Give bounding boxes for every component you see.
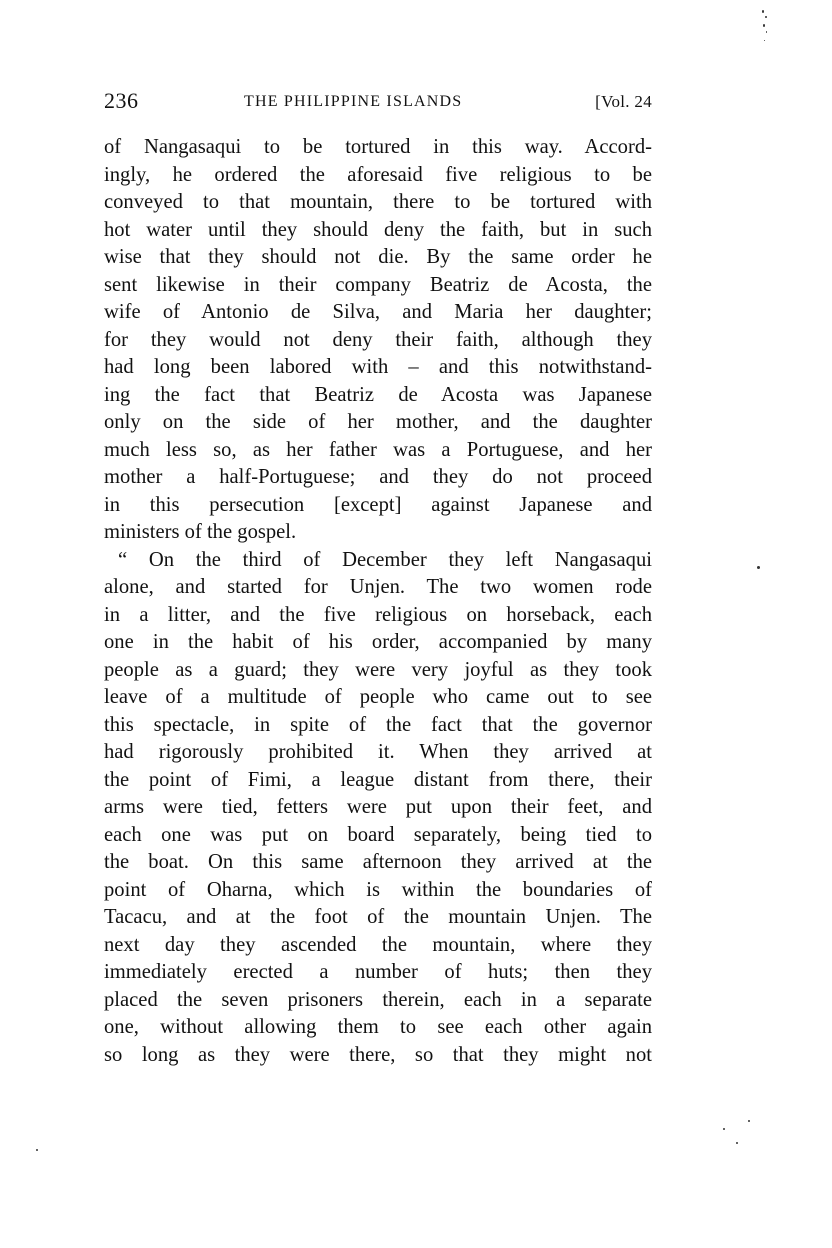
scan-speck bbox=[36, 1149, 38, 1151]
text-line: the boat. On this same afternoon they arrived at the bbox=[104, 851, 652, 873]
scan-speck bbox=[763, 24, 765, 27]
text-line: Tacacu, and at the foot of the mountain Unjen. The bbox=[104, 906, 652, 928]
text-line: of Nangasaqui to be tortured in this way. Accord- bbox=[104, 136, 652, 158]
text-line: wife of Antonio de Silva, and Maria her daughter; bbox=[104, 301, 652, 323]
text-line: people as a guard; they were very joyful as they took bbox=[104, 658, 652, 681]
body-text bbox=[104, 134, 652, 1069]
scan-speck bbox=[757, 566, 760, 569]
text-line: placed the seven prisoners therein, each in a separate bbox=[104, 988, 652, 1011]
text-line: hot water until they should deny the faith, but in such bbox=[104, 218, 652, 241]
text-line: next day they ascended the mountain, where they bbox=[104, 933, 652, 956]
text-line: “ On the third of December they left Nangasaqui bbox=[118, 548, 652, 571]
scan-speck bbox=[762, 10, 764, 13]
text-line: this spectacle, in spite of the fact that the governor bbox=[104, 713, 652, 736]
text-line: one, without allowing them to see each other again bbox=[104, 1016, 652, 1038]
page-header bbox=[104, 88, 652, 118]
volume-label: [Vol. 24 bbox=[595, 92, 652, 111]
text-line: only on the side of her mother, and the daughter bbox=[104, 411, 652, 433]
scan-speck bbox=[736, 1142, 738, 1144]
text-line: so long as they were there, so that they might not bbox=[104, 1043, 652, 1066]
text-line: immediately erected a number of huts; then they bbox=[104, 961, 652, 983]
text-line: had long been labored with – and this notwithstand- bbox=[104, 356, 652, 378]
running-title: THE PHILIPPINE ISLANDS bbox=[244, 93, 463, 110]
scan-speck bbox=[748, 1120, 750, 1122]
text-line: had rigorously prohibited it. When they arrived at bbox=[104, 741, 652, 763]
scan-speck bbox=[723, 1128, 725, 1130]
text-line: ministers of the gospel. bbox=[104, 521, 297, 543]
text-line: point of Oharna, which is within the boundaries of bbox=[104, 878, 652, 901]
text-line: sent likewise in their company Beatriz de Acosta, the bbox=[104, 273, 652, 296]
text-line: arms were tied, fetters were put upon their feet, and bbox=[104, 796, 652, 818]
text-line: one in the habit of his order, accompanied by many bbox=[104, 631, 652, 653]
text-line: for they would not deny their faith, although they bbox=[104, 328, 652, 351]
text-line: in a litter, and the five religious on horseback, each bbox=[104, 603, 652, 626]
text-line: mother a half-Portuguese; and they do not proceed bbox=[104, 466, 652, 488]
text-line: wise that they should not die. By the same order he bbox=[104, 246, 652, 268]
text-line: conveyed to that mountain, there to be tortured with bbox=[104, 191, 652, 213]
text-line: in this persecution [except] against Japanese and bbox=[104, 493, 652, 516]
text-line: alone, and started for Unjen. The two women rode bbox=[104, 576, 652, 598]
text-line: leave of a multitude of people who came out to see bbox=[104, 686, 652, 708]
page-number: 236 bbox=[104, 88, 139, 113]
scan-speck bbox=[766, 31, 767, 33]
scan-speck bbox=[764, 40, 765, 41]
text-line: ingly, he ordered the aforesaid five religious to be bbox=[104, 163, 652, 186]
scan-speck bbox=[765, 16, 767, 18]
text-line: much less so, as her father was a Portuguese, and her bbox=[104, 438, 652, 461]
text-line: the point of Fimi, a league distant from there, their bbox=[104, 768, 652, 791]
text-line: ing the fact that Beatriz de Acosta was Japanese bbox=[104, 383, 652, 406]
text-line: each one was put on board separately, being tied to bbox=[104, 823, 652, 846]
